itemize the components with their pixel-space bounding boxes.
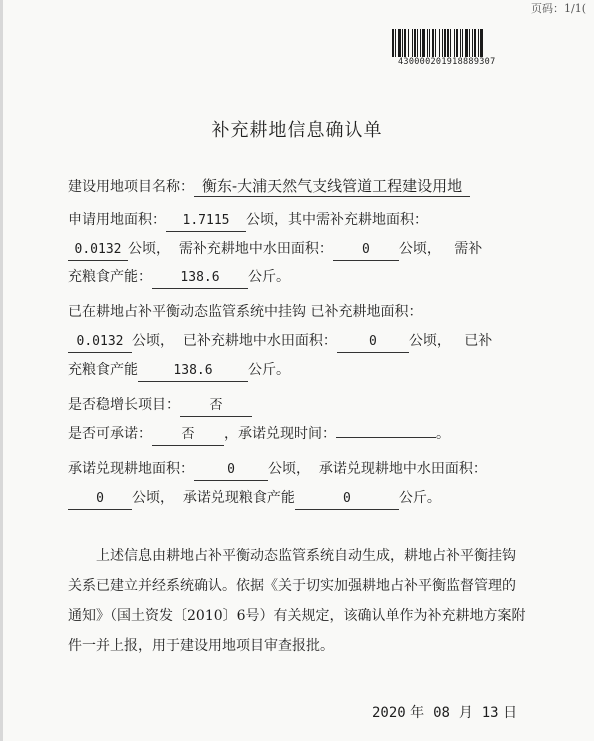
need-area-row xyxy=(68,239,482,261)
promised-area-row xyxy=(68,459,487,481)
date-year-label: 年 xyxy=(410,705,425,721)
date-year: 2020 xyxy=(372,705,406,721)
linked-paddy-unit: 公顷， xyxy=(408,333,451,349)
stable-growth-row xyxy=(68,395,252,417)
linked-grain-label: 充粮食产能 xyxy=(68,362,138,378)
statement-paragraph: 上述信息由耕地占补平衡动态监管系统自动生成，耕地占补平衡挂钩关系已建立并经系统确认。依据《关于切实加强耕地占补平衡监督管理的通知》（国土资发〔2010〕6号）有关规定，该确认单作为补充耕地方案附件一并上报，用于建设用地项目审查报批。 xyxy=(68,548,526,654)
apply-area-label: 申请用地面积： xyxy=(68,212,166,228)
promised-area-label: 承诺兑现耕地面积： xyxy=(68,461,194,477)
barcode xyxy=(392,29,526,57)
apply-unit-label: 公顷，其中需补充耕地面积： xyxy=(246,212,428,228)
promised-grain-label: 承诺兑现粮食产能 xyxy=(182,490,295,506)
need-area-value: 0.0132 xyxy=(68,240,128,261)
promised-grain-unit: 公斤。 xyxy=(398,490,441,506)
need-grain-unit: 公斤。 xyxy=(248,269,290,285)
promise-value: 否 xyxy=(152,425,224,446)
stable-growth-value: 否 xyxy=(180,396,252,417)
scan-edge xyxy=(0,0,3,741)
linked-paddy-label: 已补充耕地中水田面积： xyxy=(182,333,337,349)
need-grain-label: 充粮食产能： xyxy=(68,269,152,285)
need-grain-value: 138.6 xyxy=(152,268,248,289)
date-day: 13 xyxy=(481,705,499,721)
promised-paddy-unit: 公顷， xyxy=(132,490,174,506)
need-paddy-value: 0 xyxy=(333,240,399,261)
document-title: 补充耕地信息确认单 xyxy=(211,120,383,141)
page-number: 页码：1/1( xyxy=(531,2,586,15)
date-day-label: 日 xyxy=(503,705,518,721)
promise-end-mark: 。 xyxy=(436,426,450,442)
promised-paddy-label: 承诺兑现耕地中水田面积： xyxy=(318,461,487,477)
stable-growth-label: 是否稳增长项目： xyxy=(68,397,180,413)
linked-area-row xyxy=(68,331,492,353)
need-grain-row xyxy=(68,267,290,289)
project-name-row xyxy=(68,176,470,197)
linked-grain-row xyxy=(68,360,290,382)
promised-paddy-value: 0 xyxy=(68,489,132,510)
date-month: 08 xyxy=(433,705,450,721)
linked-grain-value: 138.6 xyxy=(138,361,248,382)
linked-grain-prefix: 已补 xyxy=(464,333,493,349)
promised-area-value: 0 xyxy=(194,460,268,481)
linked-paddy-value: 0 xyxy=(337,332,409,353)
need-paddy-unit: 公顷， xyxy=(398,241,441,257)
linked-area-unit: 公顷， xyxy=(132,333,174,349)
need-area-unit: 公顷， xyxy=(128,241,170,257)
linked-area-value: 0.0132 xyxy=(68,332,132,353)
project-name-value: 衡东-大浦天然气支线管道工程建设用地 xyxy=(194,177,470,197)
promise-label: 是否可承诺： xyxy=(68,426,152,442)
promised-grain-row xyxy=(68,488,441,510)
date-month-label: 月 xyxy=(458,705,473,721)
linked-row xyxy=(68,302,422,322)
promise-row xyxy=(68,424,450,446)
linked-grain-unit: 公斤。 xyxy=(248,362,290,378)
promised-grain-value: 0 xyxy=(295,489,399,510)
document-date xyxy=(372,702,517,722)
barcode-number: 430000201918889307 xyxy=(398,57,496,67)
promise-time-label: ，承诺兑现时间： xyxy=(224,426,336,442)
promised-area-unit: 公顷， xyxy=(268,461,310,477)
project-name-label: 建设用地项目名称： xyxy=(68,179,194,195)
linked-label: 已在耕地占补平衡动态监管系统中挂钩 已补充耕地面积： xyxy=(68,304,423,320)
promise-time-value xyxy=(336,437,436,438)
need-paddy-label: 需补充耕地中水田面积： xyxy=(178,241,333,257)
apply-area-row xyxy=(68,210,428,232)
apply-area-value: 1.7115 xyxy=(166,211,246,232)
need-grain-prefix: 需补 xyxy=(454,241,483,257)
